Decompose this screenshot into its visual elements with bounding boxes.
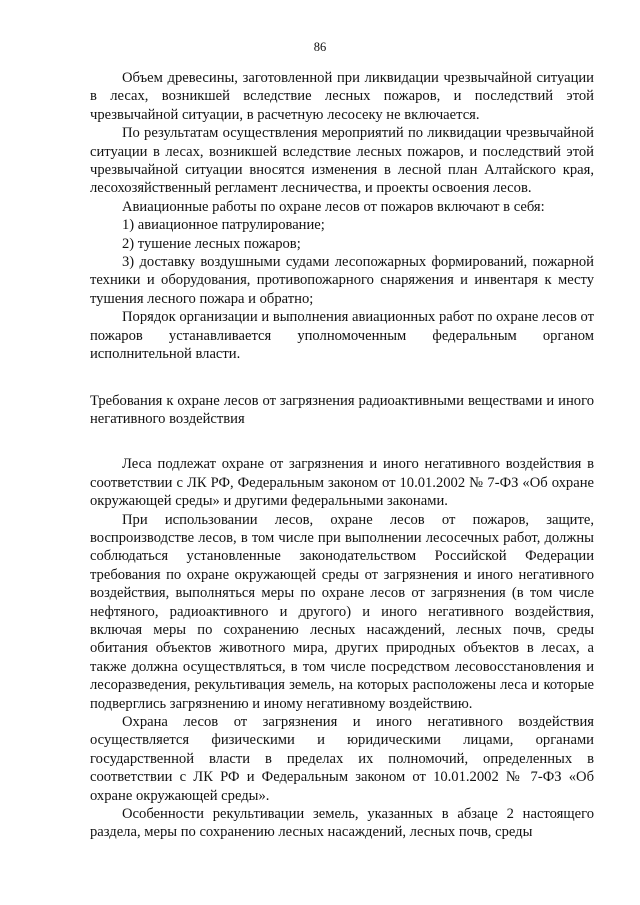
list-item: 2) тушение лесных пожаров;	[122, 235, 301, 252]
section-heading: Требования к охране лесов от загрязнения радиоактивными веществами и иного негативного воздействия	[90, 392, 594, 427]
list-item: 1) авиационное патрулирование;	[122, 217, 325, 234]
paragraph: По результатам осуществления мероприятий по ликвидации чрезвычайной ситуации в лесах, возникшей вследствие лесных пожаров, и последствий этой чрезвычайной ситуации вносятся изменения в лесной план Алтайского края, лесохозяйственный регламент лесничества, и проекты освоения лесов.	[90, 125, 594, 197]
paragraph: Объем древесины, заготовленной при ликвидации чрезвычайной ситуации в лесах, возникшей вследствие лесных пожаров, и последствий этой чрезвычайной ситуации, в расчетную лесосеку не включается.	[90, 70, 594, 123]
paragraph: Леса подлежат охране от загрязнения и иного негативного воздействия в соответствии с ЛК РФ, Федеральным законом от 10.01.2002 № 7-ФЗ «Об охране окружающей среды» и другими федеральными законами.	[90, 456, 594, 510]
paragraph: Авиационные работы по охране лесов от пожаров включают в себя:	[122, 198, 545, 215]
paragraph: Охрана лесов от загрязнения и иного негативного воздействия осуществляется физическими и юридическими лицами, органами государственной власти в пределах их полномочий, определенных в соответствии с ЛК РФ и Федеральным законом от 10.01.2002 № 7-ФЗ «Об охране окружающей среды».	[90, 714, 594, 804]
list-item: 3) доставку воздушными судами лесопожарных формирований, пожарной техники и оборудования, противопожарного снаряжения и инвентаря к месту тушения лесного пожара и обратно;	[90, 254, 594, 307]
paragraph: Особенности рекультивации земель, указанных в абзаце 2 настоящего раздела, меры по сохранению лесных насаждений, лесных почв, среды	[90, 806, 594, 841]
paragraph: Порядок организации и выполнения авиационных работ по охране лесов от пожаров устанавливается уполномоченным федеральным органом исполнительной власти.	[90, 309, 594, 363]
page-number: 86	[313, 40, 327, 54]
paragraph: При использовании лесов, охране лесов от пожаров, защите, воспроизводстве лесов, в том числе при выполнении лесосечных работ, должны соблюдаться установленные законодательством Российской Федерации требования по охране окружающей среды от загрязнения и иного негативного воздействия, выполняться меры по охране лесов от загрязнения (в том числе нефтяного, радиоактивного и другого) и иного негативного воздействия, включая меры по сохранению лесных насаждений, лесных почв, среды обитания объектов животного мира, других природных объектов в лесах, а также должна осуществляться, в том числе посредством лесовосстановления и лесоразведения, рекультивация земель, на которых расположены леса и которые подверглись загрязнению и иному негативному воздействию.	[90, 511, 594, 712]
page-content	[90, 69, 594, 842]
